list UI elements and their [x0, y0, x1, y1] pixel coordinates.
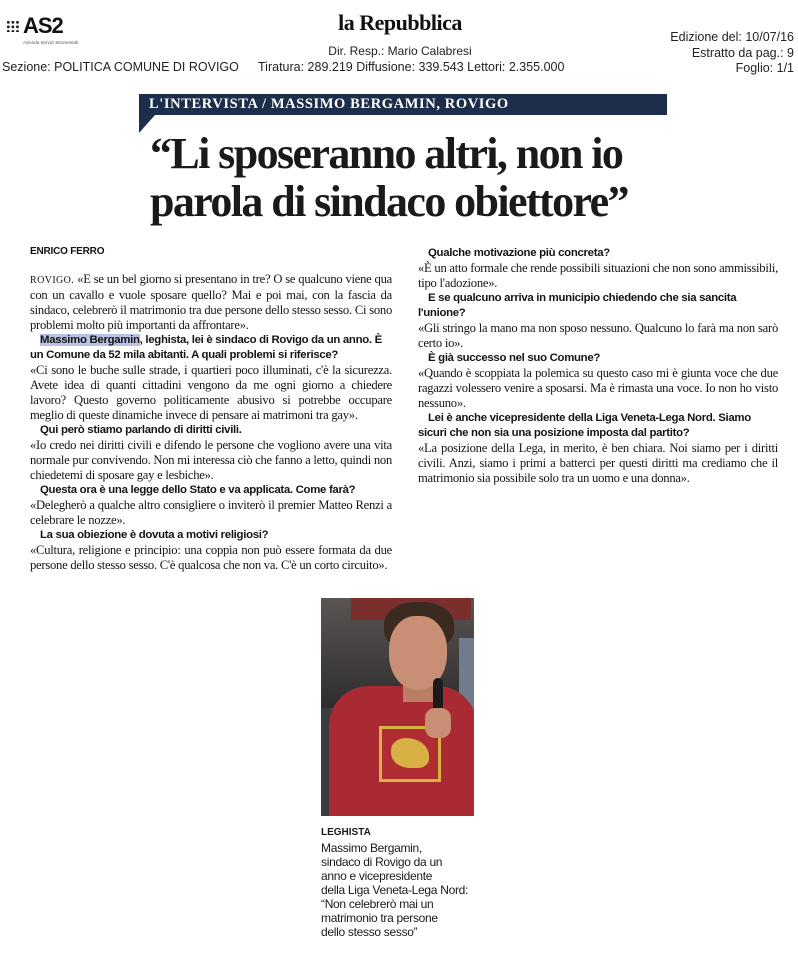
headline-line-1: “Li sposeranno altri, non io — [150, 129, 623, 178]
answer-5: «È un atto formale che rende possibili situazioni che non sono ammissibili, tipo l'adozione». — [418, 261, 778, 290]
question-4: La sua obiezione è dovuta a motivi religiosi? — [40, 529, 269, 541]
caption-line: Massimo Bergamin, — [321, 841, 422, 855]
answer-3: «Delegherò a qualche altro consigliere o inviterò il premier Matteo Renzi a celebrare le nozze». — [30, 498, 392, 527]
question-1 — [30, 333, 392, 363]
article-column-left — [30, 272, 392, 573]
as2-logo — [6, 14, 86, 50]
clipping-header — [0, 0, 798, 76]
question-5: Qualche motivazione più concreta? — [428, 247, 610, 259]
answer-6: «Gli stringo la mano ma non sposo nessuno. Qualcuno lo farà ma non sarò certo io». — [418, 321, 778, 350]
intro-text: «E se un bel giorno si presentano in tre? O se qualcuno viene qua con un cavallo e vuole sposare quello? Mai e poi mai, con la fascia da sindaco, celebrerò il matrimonio tra due persone dello stesso sesso. Ci sono problemi molto più importanti da affrontare». — [30, 272, 392, 332]
article-kicker: L'INTERVISTA / MASSIMO BERGAMIN, ROVIGO — [139, 94, 667, 115]
article-headline — [150, 130, 670, 226]
logo-tagline: Azienda Servizi Strumentali — [23, 40, 79, 45]
dots-grid-icon — [6, 20, 20, 32]
photo-hand — [425, 708, 451, 738]
photo-caption — [321, 826, 489, 939]
question-1-text: , leghista, lei è sindaco di Rovigo da un anno. È un Comune da 52 mila abitanti. A quali problemi si riferisce? — [30, 334, 382, 361]
intro-paragraph — [30, 272, 392, 333]
caption-line: “Non celebrerò mai un — [321, 897, 434, 911]
highlighted-name: Massimo Bergamin — [40, 334, 140, 346]
article-column-right — [418, 246, 778, 486]
headline-line-2: parola di sindaco obiettore” — [150, 177, 628, 226]
caption-line: matrimonio tra persone — [321, 911, 438, 925]
section-label: Sezione: POLITICA COMUNE DI ROVIGO — [2, 60, 239, 74]
answer-2: «Io credo nei diritti civili e difendo le persone che vogliono avere una vita normale pur convivendo. Non mi interessa ciò che fanno a letto, quindi non chiedetemi di sposare gay e lesbiche». — [30, 438, 393, 482]
article-photo — [321, 598, 474, 816]
question-3: Questa ora è una legge dello Stato e va applicata. Come farà? — [40, 484, 356, 496]
answer-8: «La posizione della Lega, in merito, è ben chiara. Noi siamo per i diritti civili. Anzi, siamo i primi a batterci per questi diritti ma crediamo che il matrimonio sia possibile solo tra un uomo e una donna». — [418, 441, 778, 485]
logo-text: AS2 — [23, 13, 63, 38]
caption-line: dello stesso sesso” — [321, 925, 418, 939]
circulation-stats: Tiratura: 289.219 Diffusione: 339.543 Lettori: 2.355.000 — [258, 60, 565, 74]
edition-date: Edizione del: 10/07/16 — [670, 30, 794, 44]
caption-line: della Liga Veneta-Lega Nord: — [321, 883, 469, 897]
sheet-number: Foglio: 1/1 — [735, 61, 794, 75]
extract-page: Estratto da pag.: 9 — [691, 45, 794, 60]
director-line: Dir. Resp.: Mario Calabresi — [328, 44, 472, 58]
caption-line: sindaco di Rovigo da un — [321, 855, 443, 869]
caption-line: anno e vicepresidente — [321, 869, 433, 883]
caption-title: LEGHISTA — [321, 827, 371, 838]
answer-4: «Cultura, religione e principio: una coppia non può essere formata da due persone dello stesso sesso. C'è qualcosa che non va. C'è un corto circuito». — [30, 543, 392, 572]
question-8: Lei è anche vicepresidente della Liga Veneta-Lega Nord. Siamo sicuri che non sia una posizione imposta dal partito? — [418, 412, 751, 439]
dateline: ROVIGO. — [30, 275, 78, 286]
question-6: E se qualcuno arriva in municipio chiedendo che sia sancita l'unione? — [418, 292, 737, 319]
answer-1: «Ci sono le buche sulle strade, i quartieri poco illuminati, c'è la sicurezza. Avete idea di quanti cittadini vengono da me ogni giorno a chiedere lavoro? Questo governo politicamente abusivo si potrebbe occupare meglio di queste dinamiche invece di pensare ai matrimoni tra gay». — [30, 363, 392, 422]
newspaper-masthead: la Repubblica — [338, 10, 462, 35]
answer-7: «Quando è scoppiata la polemica su questo caso mi è giunta voce che due ragazzi volessero venire a sposarsi. Ma è rimasta una voce. Io non ho visto nessuno». — [418, 366, 778, 410]
byline: ENRICO FERRO — [30, 246, 105, 257]
question-2: Qui però stiamo parlando di diritti civili. — [40, 424, 242, 436]
question-7: È già successo nel suo Comune? — [428, 352, 601, 364]
edition-info — [670, 30, 794, 77]
